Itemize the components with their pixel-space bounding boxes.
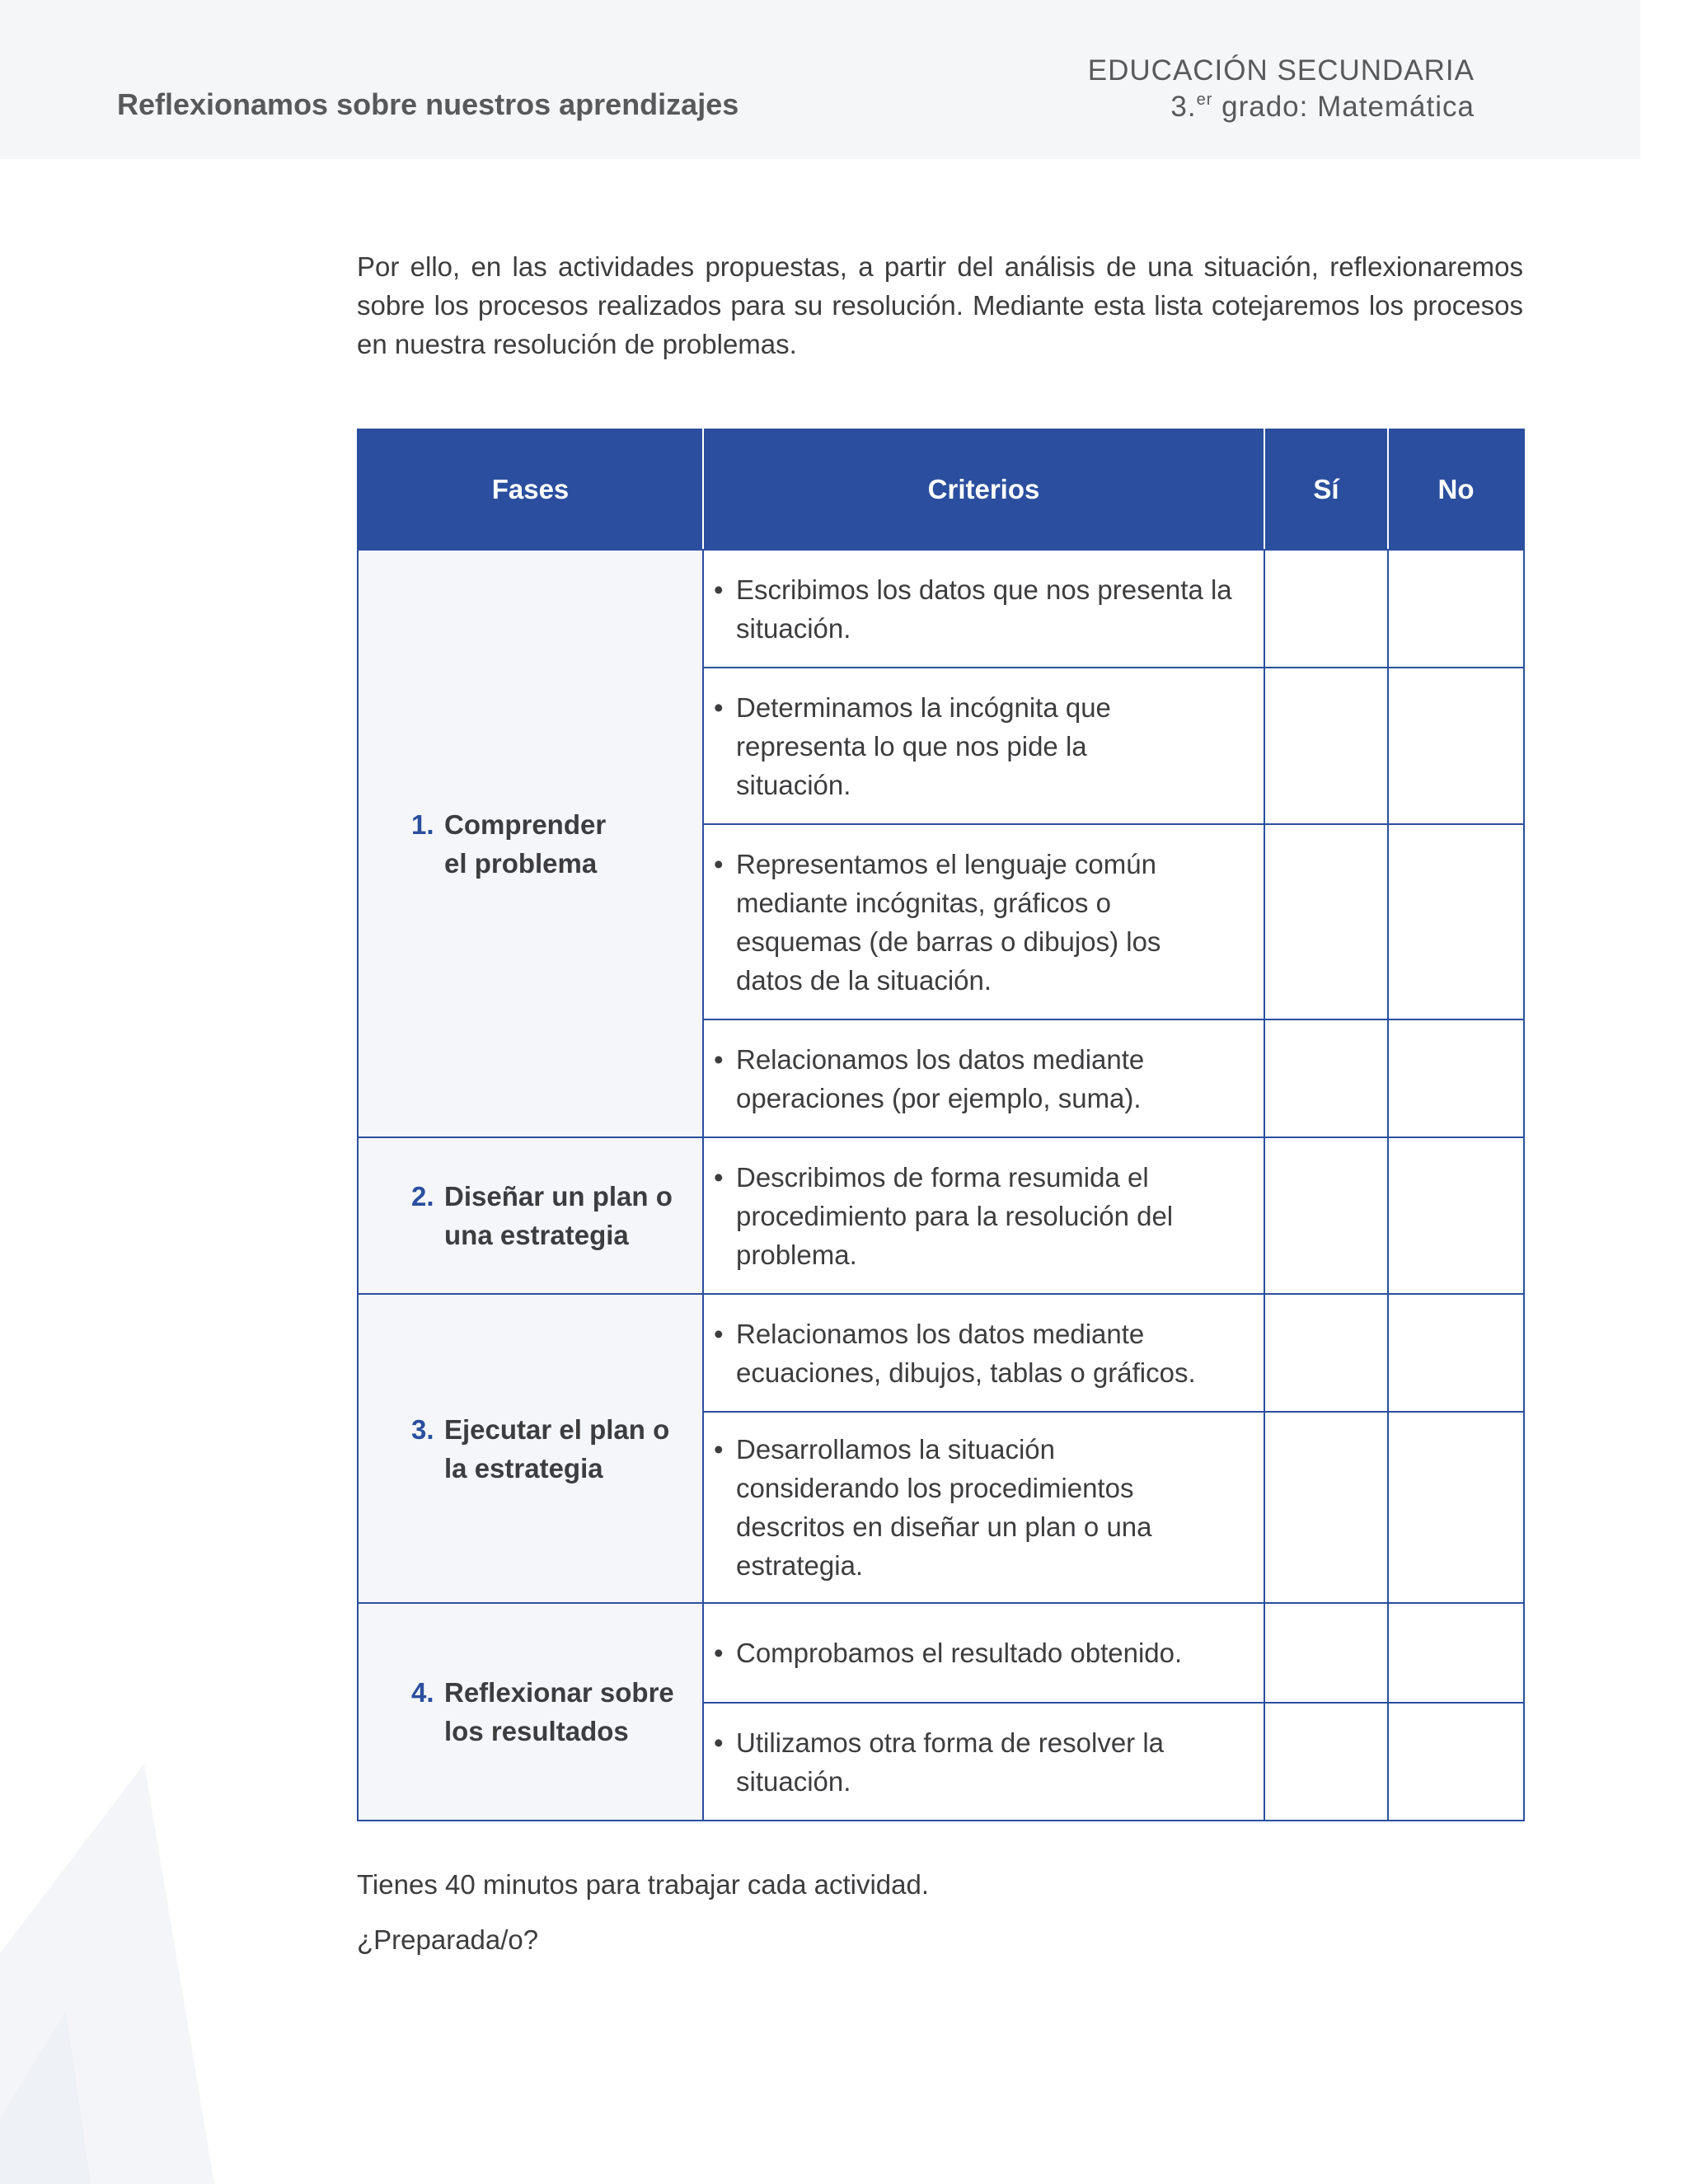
time-note: Tienes 40 minutos para trabajar cada actividad. xyxy=(357,1869,929,1900)
criterion-cell xyxy=(703,1603,1264,1703)
bullet-mark: • xyxy=(714,1727,724,1758)
criterion-cell xyxy=(703,1137,1264,1294)
decorative-shape xyxy=(0,1764,214,2184)
phase-cell xyxy=(358,1294,703,1603)
header-no: No xyxy=(1388,429,1524,550)
no-checkbox-cell[interactable] xyxy=(1388,550,1524,668)
criterion-text: Utilizamos otra forma de resolver la situación. xyxy=(736,1727,1165,1797)
section-title: Reflexionamos sobre nuestros aprendizajes xyxy=(117,87,739,121)
yes-checkbox-cell[interactable] xyxy=(1264,1412,1388,1603)
grade-number: 3. xyxy=(1170,91,1197,123)
table-row xyxy=(358,1137,1524,1294)
bullet-mark: • xyxy=(714,1638,724,1668)
bullet-mark: • xyxy=(714,1043,724,1075)
header-yes: Sí xyxy=(1264,429,1388,550)
criterion-cell xyxy=(703,1703,1264,1821)
criterion-cell xyxy=(703,1294,1264,1412)
phase-cell xyxy=(358,1137,703,1294)
phase-cell xyxy=(358,1603,703,1821)
criterion-text: Relacionamos los datos mediante operaciones (por ejemplo, suma). xyxy=(736,1043,1145,1113)
phase-name: Diseñar un plan o una estrategia xyxy=(444,1181,673,1250)
no-checkbox-cell[interactable] xyxy=(1388,1603,1524,1703)
criterion-cell xyxy=(703,1412,1264,1603)
yes-checkbox-cell[interactable] xyxy=(1264,550,1388,668)
phase-number: 3. xyxy=(411,1413,434,1445)
yes-checkbox-cell[interactable] xyxy=(1264,1703,1388,1821)
phase-number: 1. xyxy=(411,808,434,840)
no-checkbox-cell[interactable] xyxy=(1388,668,1524,824)
intro-paragraph: Por ello, en las actividades propuestas, a partir del análisis de una situación, reflexionaremos sobre los procesos realizados para su resolución. Mediante esta lista cotejaremos los procesos en nuestra resolución de problemas. xyxy=(357,251,1523,359)
criterion-text: Comprobamos el resultado obtenido. xyxy=(736,1638,1183,1668)
bullet-mark: • xyxy=(714,691,724,723)
yes-checkbox-cell[interactable] xyxy=(1264,1019,1388,1137)
criterion-cell xyxy=(703,824,1264,1019)
table-row xyxy=(358,550,1524,668)
table-row xyxy=(358,1603,1524,1703)
ready-question: ¿Preparada/o? xyxy=(357,1924,539,1955)
grade-subject xyxy=(1088,89,1475,125)
education-level: EDUCACIÓN SECUNDARIA xyxy=(1087,54,1475,87)
phase-name: Ejecutar el plan o la estrategia xyxy=(444,1413,670,1483)
bullet-mark: • xyxy=(714,574,724,605)
yes-checkbox-cell[interactable] xyxy=(1264,668,1388,824)
bullet-mark: • xyxy=(714,1161,724,1193)
bullet-mark: • xyxy=(714,1434,724,1465)
criterion-cell xyxy=(703,1019,1264,1137)
criterion-text: Escribimos los datos que nos presenta la situación. xyxy=(736,574,1232,644)
yes-checkbox-cell[interactable] xyxy=(1264,824,1388,1019)
phase-name: Comprender el problema xyxy=(444,808,607,879)
course-info xyxy=(1088,53,1475,125)
no-checkbox-cell[interactable] xyxy=(1388,1294,1524,1412)
table-row xyxy=(358,1294,1524,1412)
header-criteria: Criterios xyxy=(703,429,1264,550)
phase-cell xyxy=(358,550,703,1137)
criterion-text: Relacionamos los datos mediante ecuaciones, dibujos, tablas o gráficos. xyxy=(736,1318,1196,1388)
no-checkbox-cell[interactable] xyxy=(1388,824,1524,1019)
table-header-row xyxy=(358,429,1524,550)
yes-checkbox-cell[interactable] xyxy=(1264,1603,1388,1703)
no-checkbox-cell[interactable] xyxy=(1388,1019,1524,1137)
no-checkbox-cell[interactable] xyxy=(1388,1137,1524,1294)
bullet-mark: • xyxy=(714,848,724,879)
no-checkbox-cell[interactable] xyxy=(1388,1412,1524,1603)
phase-number: 4. xyxy=(411,1677,434,1708)
yes-checkbox-cell[interactable] xyxy=(1264,1137,1388,1294)
page-header xyxy=(0,0,1640,159)
criterion-text: Desarrollamos la situación considerando los procedimientos descritos en diseñar un plan o una estrategia. xyxy=(736,1434,1152,1581)
phase-number: 2. xyxy=(411,1181,434,1212)
criterion-text: Describimos de forma resumida el procedimiento para la resolución del problema. xyxy=(736,1161,1174,1270)
grade-suffix: er xyxy=(1196,91,1213,109)
header-phases: Fases xyxy=(358,429,703,550)
bullet-mark: • xyxy=(714,1318,724,1349)
phase-name: Reflexionar sobre los resultados xyxy=(444,1677,674,1746)
checklist-table xyxy=(357,429,1525,1821)
criterion-text: Representamos el lenguaje común mediante incógnitas, gráficos o esquemas (de barras o dibujos) los datos de la situación. xyxy=(736,848,1161,996)
criterion-cell xyxy=(703,668,1264,824)
criterion-cell xyxy=(703,550,1264,668)
grade-subject-text: grado: Matemática xyxy=(1212,91,1475,123)
no-checkbox-cell[interactable] xyxy=(1388,1703,1524,1821)
criterion-text: Determinamos la incógnita que representa lo que nos pide la situación. xyxy=(736,691,1111,800)
yes-checkbox-cell[interactable] xyxy=(1264,1294,1388,1412)
